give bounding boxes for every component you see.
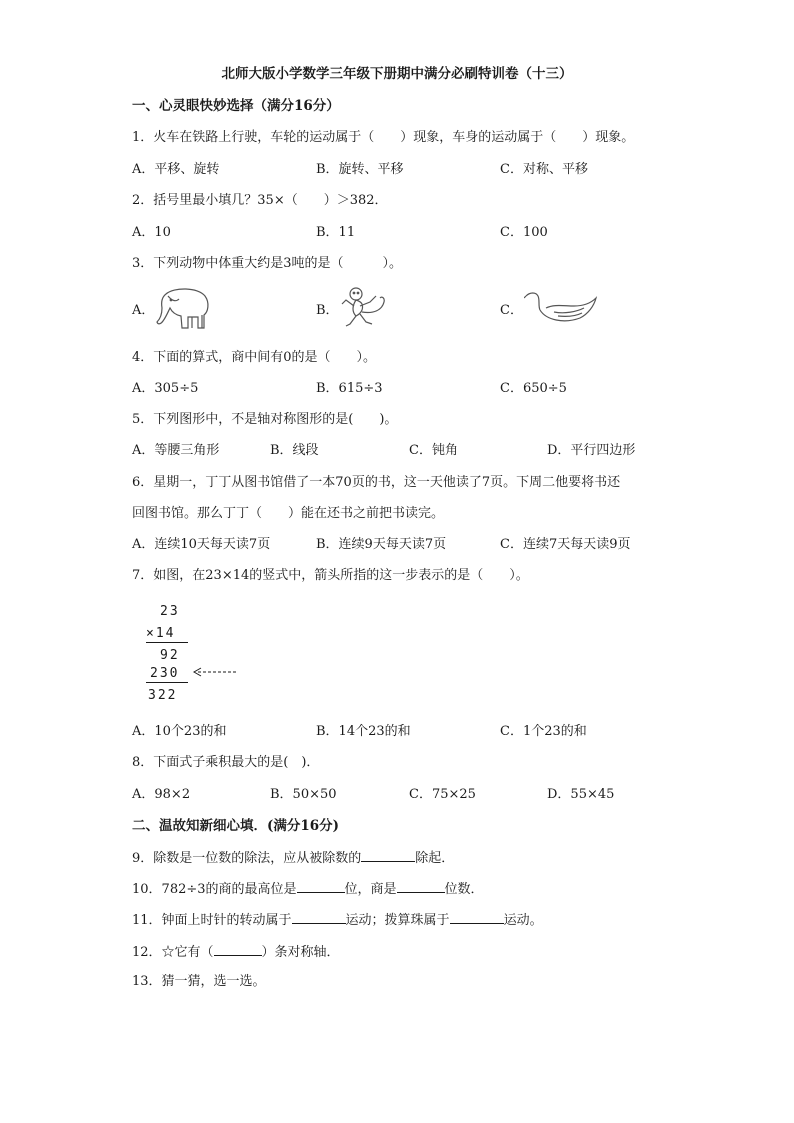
question-11 — [132, 911, 543, 929]
vertical-rule-2 — [146, 682, 188, 683]
arrow-left-icon — [192, 666, 238, 678]
question-7-text: 7．如图，在23×14的竖式中，箭头所指的这一步表示的是（ ）。 — [132, 568, 529, 583]
question-5-option-c[interactable]: C．钝角 — [409, 443, 458, 458]
question-8-option-d[interactable]: D．55×45 — [547, 787, 615, 802]
vertical-line-5: 322 — [148, 688, 178, 703]
question-2-option-a[interactable]: A．10 — [132, 225, 171, 240]
vertical-line-3: 92 — [160, 648, 180, 663]
question-11-blank-1[interactable] — [292, 911, 346, 924]
question-2-option-c[interactable]: C．100 — [500, 225, 548, 240]
question-8-option-b[interactable]: B．50×50 — [270, 787, 337, 802]
question-3-text: 3．下列动物中体重大约是3吨的是（ ）。 — [132, 256, 403, 271]
question-8-text: 8．下面式子乘积最大的是( )． — [132, 755, 320, 770]
question-10-pre: 10．782÷3的商的最高位是 — [132, 882, 297, 897]
vertical-multiplication — [140, 600, 250, 710]
question-4-text: 4．下面的算式，商中间有0的是（ ）。 — [132, 350, 377, 365]
question-3-option-a[interactable]: A． — [132, 303, 155, 318]
monkey-icon — [338, 284, 388, 330]
question-5-option-d[interactable]: D．平行四边形 — [547, 443, 636, 458]
question-10-blank-1[interactable] — [297, 880, 345, 893]
vertical-rule-1 — [146, 642, 188, 643]
question-12-post: ）条对称轴． — [261, 945, 340, 960]
question-13-text: 13．猜一猜，选一选。 — [132, 974, 266, 989]
question-3-option-b[interactable]: B． — [316, 303, 339, 318]
question-11-mid: 运动；拨算珠属于 — [345, 913, 450, 928]
question-9-blank[interactable] — [361, 849, 415, 862]
vertical-line-1: 23 — [160, 604, 180, 619]
vertical-line-2: ×14 — [146, 626, 176, 641]
question-6-option-c[interactable]: C．连续7天每天读9页 — [500, 537, 631, 552]
question-2-text: 2．括号里最小填几？35×（ ）＞382． — [132, 193, 388, 208]
vertical-line-4: 230 — [150, 666, 180, 681]
question-12 — [132, 943, 340, 961]
question-12-blank[interactable] — [214, 943, 262, 956]
swan-icon — [524, 286, 598, 328]
question-9 — [132, 849, 454, 867]
question-6-text-line1: 6．星期一，丁丁从图书馆借了一本70页的书，这一天他读了7页。下周二他要将书还 — [132, 475, 621, 490]
question-6-text-line2: 回图书馆。那么丁丁（ ）能在还书之前把书读完。 — [132, 506, 445, 521]
question-4-option-c[interactable]: C．650÷5 — [500, 381, 567, 396]
question-5-text: 5．下列图形中，不是轴对称图形的是( )。 — [132, 412, 398, 427]
question-7-option-b[interactable]: B．14个23的和 — [316, 724, 411, 739]
question-4-option-a[interactable]: A．305÷5 — [132, 381, 199, 396]
question-5-option-a[interactable]: A．等腰三角形 — [132, 443, 220, 458]
question-4-option-b[interactable]: B．615÷3 — [316, 381, 383, 396]
question-11-pre: 11．钟面上时针的转动属于 — [132, 913, 292, 928]
question-7-option-c[interactable]: C．1个23的和 — [500, 724, 587, 739]
page-title: 北师大版小学数学三年级下册期中满分必刷特训卷（十三） — [221, 66, 573, 82]
question-6-option-b[interactable]: B．连续9天每天读7页 — [316, 537, 447, 552]
question-1-text: 1．火车在铁路上行驶，车轮的运动属于（ ）现象，车身的运动属于（ ）现象。 — [132, 130, 635, 145]
question-2-option-b[interactable]: B．11 — [316, 225, 356, 240]
question-10-blank-2[interactable] — [397, 880, 445, 893]
question-1-option-c[interactable]: C．对称、平移 — [500, 162, 588, 177]
elephant-icon — [152, 284, 212, 332]
question-11-post: 运动。 — [503, 913, 543, 928]
question-1-option-b[interactable]: B．旋转、平移 — [316, 162, 404, 177]
question-9-pre: 9．除数是一位数的除法，应从被除数的 — [132, 851, 362, 866]
question-6-option-a[interactable]: A．连续10天每天读7页 — [132, 537, 271, 552]
section-1-heading: 一、心灵眼快妙选择（满分16分） — [132, 98, 340, 114]
question-5-option-b[interactable]: B．线段 — [270, 443, 319, 458]
question-3-option-c[interactable]: C． — [500, 303, 523, 318]
question-1-option-a[interactable]: A．平移、旋转 — [132, 162, 220, 177]
question-11-blank-2[interactable] — [450, 911, 504, 924]
question-12-pre: 12．☆它有（ — [132, 945, 214, 960]
question-8-option-a[interactable]: A．98×2 — [132, 787, 191, 802]
question-8-option-c[interactable]: C．75×25 — [409, 787, 476, 802]
section-2-heading: 二、温故知新细心填．(满分16分) — [132, 818, 340, 834]
question-10-post: 位数． — [444, 882, 484, 897]
question-7-option-a[interactable]: A．10个23的和 — [132, 724, 227, 739]
question-10-mid: 位，商是 — [344, 882, 397, 897]
question-10 — [132, 880, 484, 898]
question-9-post: 除起． — [415, 851, 455, 866]
